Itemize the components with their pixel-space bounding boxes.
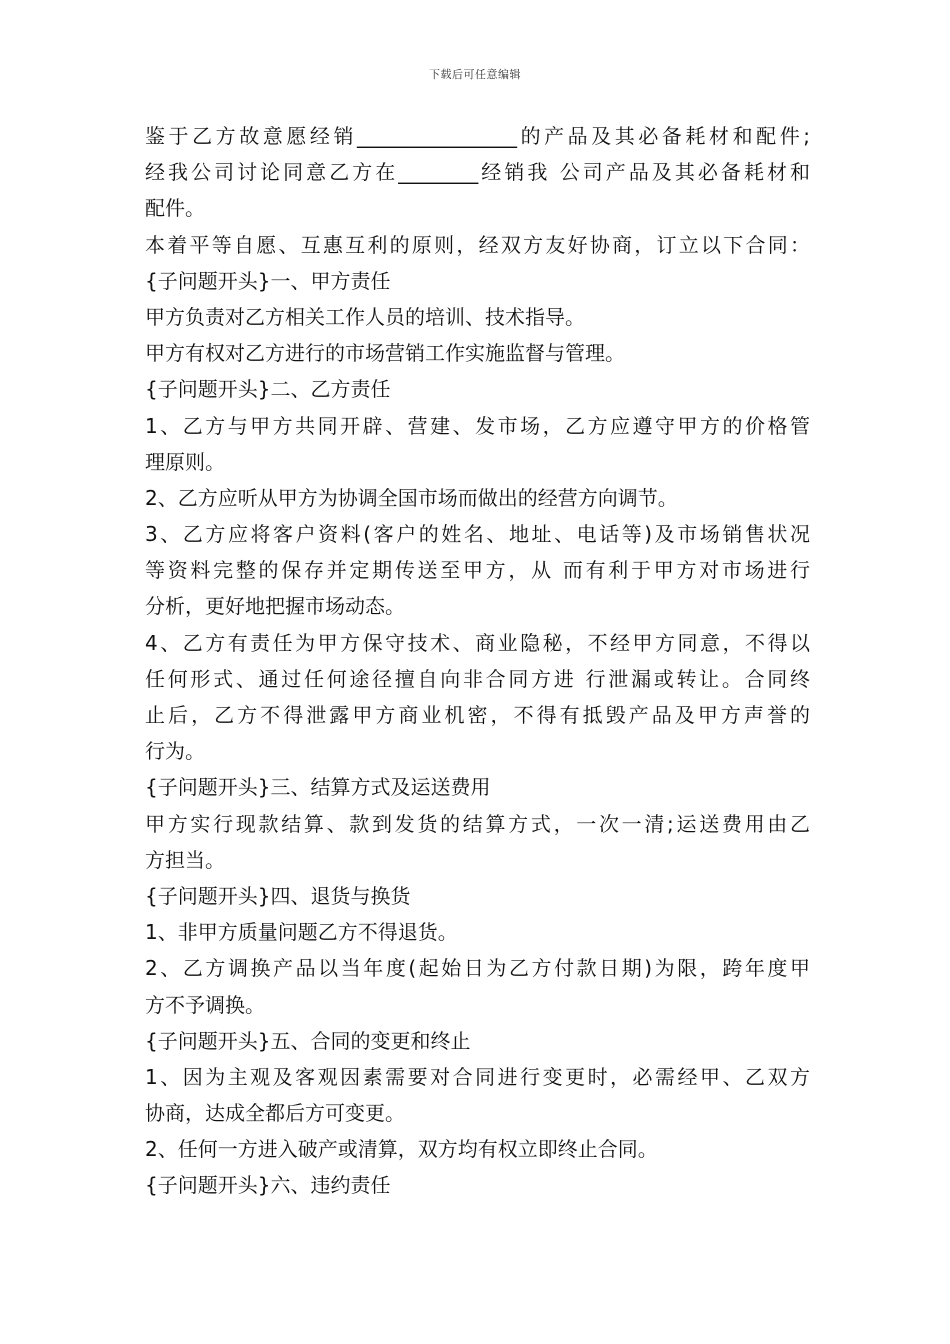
paragraph-line: 2、任何一方进入破产或清算，双方均有权立即终止合同。 <box>145 1137 658 1162</box>
paragraph-line: 3、乙方应将客户资料(客户的姓名、地址、电话等)及市场销售状况 <box>145 522 810 547</box>
paragraph-line: 方不予调换。 <box>145 992 265 1017</box>
header-note: 下载后可任意编辑 <box>429 68 521 81</box>
paragraph-line: 经我公司讨论同意乙方在________经销我 公司产品及其必备耗材和 <box>145 160 810 185</box>
section-heading: {子问题开头}一、甲方责任 <box>145 268 391 293</box>
paragraph-line: 等资料完整的保存并定期传送至甲方，从 而有利于甲方对市场进行 <box>145 558 810 583</box>
paragraph-line: 2、乙方应听从甲方为协调全国市场而做出的经营方向调节。 <box>145 485 678 510</box>
paragraph-line: 方担当。 <box>145 847 225 872</box>
paragraph-line: 本着平等自愿、互惠互利的原则，经双方友好协商，订立以下合同： <box>145 232 810 257</box>
paragraph-line: 行为。 <box>145 739 205 764</box>
paragraph-line: 理原则。 <box>145 449 225 474</box>
paragraph-line: 1、乙方与甲方共同开辟、营建、发市场，乙方应遵守甲方的价格管 <box>145 413 810 438</box>
paragraph-line: 1、非甲方质量问题乙方不得退货。 <box>145 920 458 945</box>
paragraph-line: 4、乙方有责任为甲方保守技术、商业隐秘，不经甲方同意，不得以 <box>145 630 810 655</box>
paragraph-line: 分析，更好地把握市场动态。 <box>145 594 405 619</box>
paragraph-line: 配件。 <box>145 196 205 221</box>
paragraph-line: 甲方实行现款结算、款到发货的结算方式，一次一清;运送费用由乙 <box>145 811 810 836</box>
section-heading: {子问题开头}二、乙方责任 <box>145 377 391 402</box>
paragraph-line: 止后，乙方不得泄露甲方商业机密，不得有抵毁产品及甲方声誉的 <box>145 703 810 727</box>
paragraph-line: 2、乙方调换产品以当年度(起始日为乙方付款日期)为限，跨年度甲 <box>145 956 810 981</box>
paragraph-line: 协商，达成全都后方可变更。 <box>145 1101 405 1126</box>
section-heading: {子问题开头}四、退货与换货 <box>145 883 411 908</box>
section-heading: {子问题开头}五、合同的变更和终止 <box>145 1028 471 1053</box>
section-heading: {子问题开头}六、违约责任 <box>145 1173 391 1198</box>
paragraph-line: 甲方有权对乙方进行的市场营销工作实施监督与管理。 <box>145 341 625 366</box>
paragraph-line: 鉴于乙方故意愿经销________________的产品及其必备耗材和配件; <box>145 124 810 148</box>
paragraph-line: 1、因为主观及客观因素需要对合同进行变更时，必需经甲、乙双方 <box>145 1064 810 1089</box>
contract-body <box>145 118 810 1204</box>
paragraph-line: 任何形式、通过任何途径擅自向非合同方进 行泄漏或转让。合同终 <box>145 666 810 691</box>
paragraph-line: 甲方负责对乙方相关工作人员的培训、技术指导。 <box>145 304 585 329</box>
section-heading: {子问题开头}三、结算方式及运送费用 <box>145 775 491 800</box>
